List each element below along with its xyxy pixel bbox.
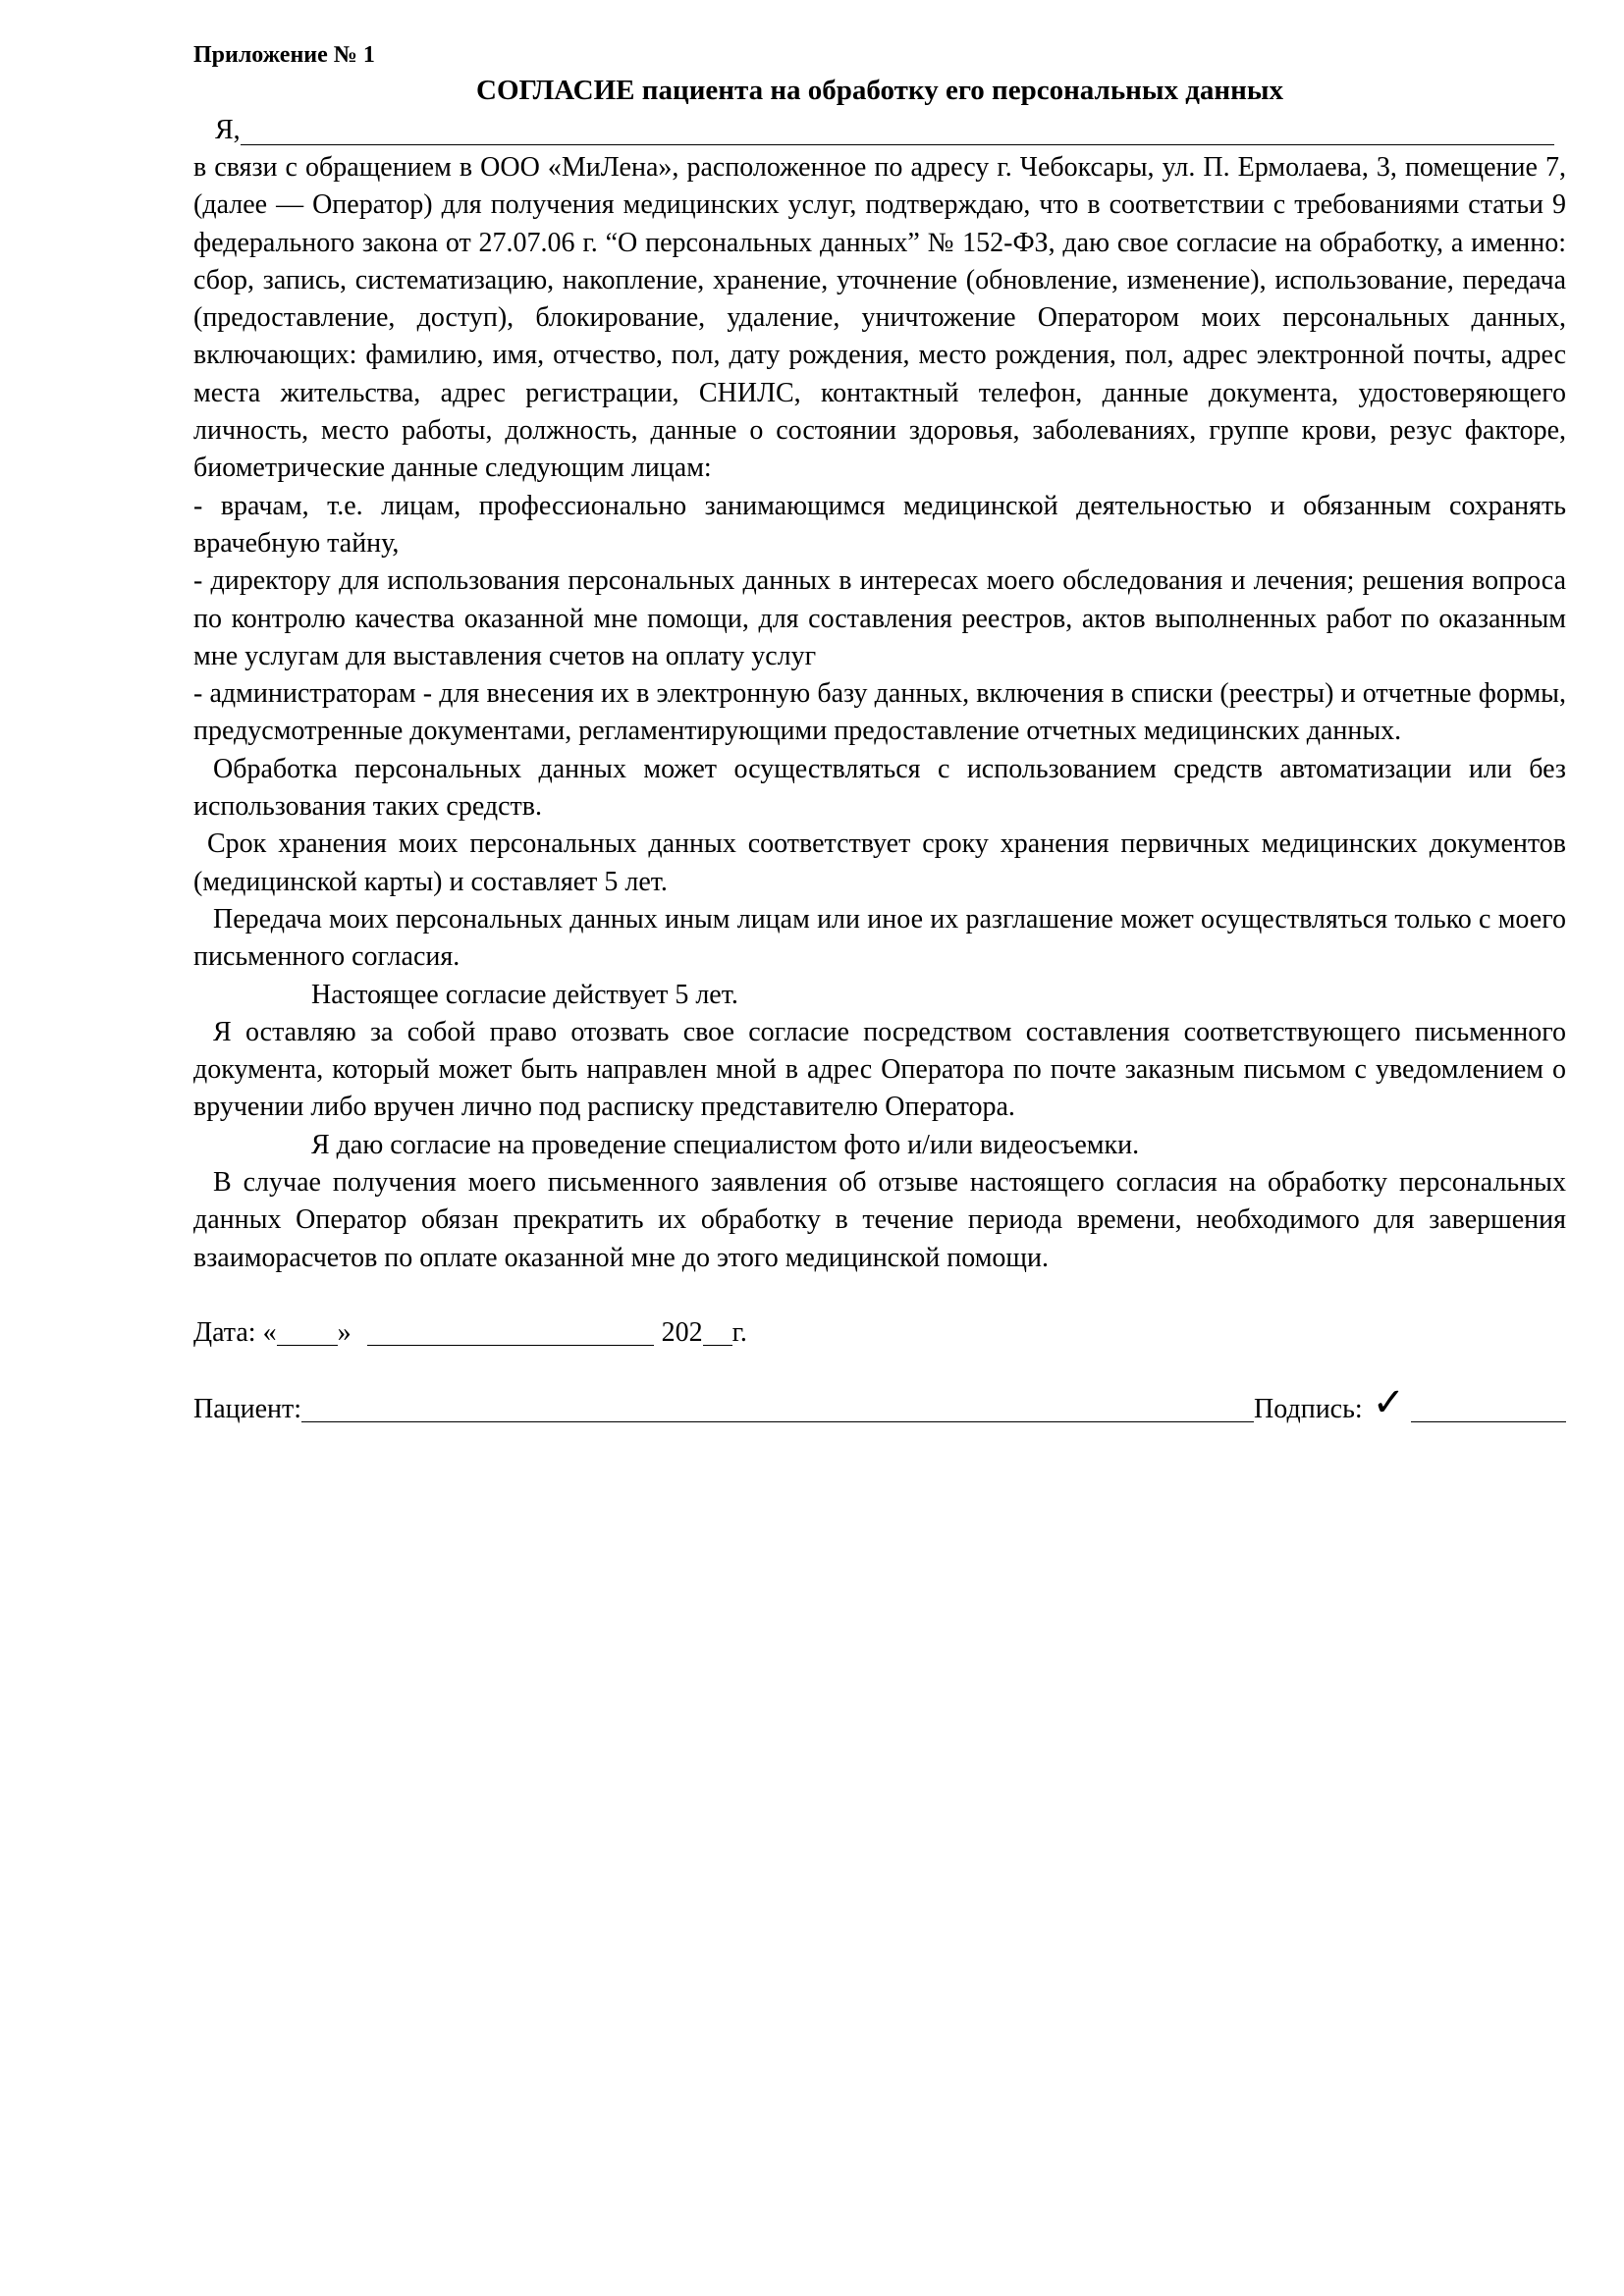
date-month-blank[interactable] <box>367 1317 654 1346</box>
checkmark-icon: ✓ <box>1372 1379 1406 1425</box>
paragraph-administrators: - администраторам - для внесения их в электронную базу данных, включения в списки (реестры) и отчетные формы, предусмотренные документами, регламентирующими предоставление отчетных медицинских данных. <box>193 678 1566 747</box>
date-quote-close: » <box>337 1316 352 1348</box>
date-suffix: г. <box>731 1316 747 1348</box>
date-label: Дата: « <box>193 1316 277 1348</box>
paragraph-storage-term: Срок хранения моих персональных данных соответствует сроку хранения первичных медицинских документов (медицинской карты) и составляет 5 лет. <box>193 828 1566 897</box>
patient-signature-blank[interactable] <box>301 1394 1254 1422</box>
paragraph-transfer: Передача моих персональных данных иным лицам или иное их разглашение может осуществляться только с моего письменного согласия. <box>193 903 1566 973</box>
date-line <box>193 1314 1566 1352</box>
sign-label: Подпись: <box>1254 1393 1363 1424</box>
paragraph-director: - директору для использования персональных данных в интересах моего обследования и лечения; решения вопроса по контролю качества оказанной мне помощи, для составления реестров, актов выполненных работ по оказанным мне услугам для выставления счетов на оплату услуг <box>193 565 1566 671</box>
consent-document <box>193 37 1566 1428</box>
date-year-prefix: 202 <box>661 1316 703 1348</box>
patient-name-blank[interactable] <box>241 117 1554 145</box>
date-day-blank[interactable] <box>277 1317 338 1346</box>
paragraph-revocation: Я оставляю за собой право отозвать свое согласие посредством составления соответствующего письменного документа, который может быть направлен мной в адрес Оператора по почте заказным письмом с уведомлением о вручении либо вручен лично под расписку представителю Оператора. <box>193 1016 1566 1123</box>
ya-label: Я, <box>215 115 241 145</box>
paragraph-validity: Настоящее согласие действует 5 лет. <box>311 979 738 1010</box>
signature-line <box>193 1379 1566 1428</box>
document-title: СОГЛАСИЕ пациента на обработку его персональных данных <box>476 75 1283 106</box>
paragraph-consent-scope: в связи с обращением в ООО «МиЛена», расположенное по адресу г. Чебоксары, ул. П. Ермолаева, 3, помещение 7, (далее — Оператор) для получения медицинских услуг, подтверждаю, что в соответствии с требованиями статьи 9 федерального закона от 27.07.06 г. “О персональных данных” № 152-ФЗ, даю свое согласие на обработку, а именно: сбор, запись, систематизацию, накопление, хранение, уточнение (обновление, изменение), использование, передача (предоставление, доступ), блокирование, удаление, уничтожение Оператором моих персональных данных, включающих: фамилию, имя, отчество, пол, дату рождения, место рождения, пол, адрес электронной почты, адрес места жительства, адрес регистрации, СНИЛС, контактный телефон, данные документа, удостоверяющего личность, место работы, должность, данные о состоянии здоровья, заболеваниях, группе крови, резус факторе, биометрические данные следующим лицам: <box>193 152 1566 484</box>
date-year-blank[interactable] <box>703 1317 732 1346</box>
paragraph-processing: Обработка персональных данных может осуществляться с использованием средств автоматизации или без использования таких средств. <box>193 753 1566 823</box>
paragraph-revocation-effect: В случае получения моего письменного заявления об отзыве настоящего согласия на обработку персональных данных Оператор обязан прекратить их обработку в течение периода времени, необходимого для завершения взаиморасчетов по оплате оказанной мне до этого медицинской помощи. <box>193 1167 1566 1273</box>
paragraph-photo-consent: Я даю согласие на проведение специалистом фото и/или видеосъемки. <box>311 1129 1140 1160</box>
appendix-label: Приложение № 1 <box>193 42 375 68</box>
patient-name-line <box>193 112 1566 149</box>
signature-blank[interactable] <box>1411 1394 1566 1422</box>
paragraph-doctors: - врачам, т.е. лицам, профессионально занимающимся медицинской деятельностью и обязанным сохранять врачебную тайну, <box>193 490 1566 559</box>
patient-label: Пациент: <box>193 1393 302 1424</box>
